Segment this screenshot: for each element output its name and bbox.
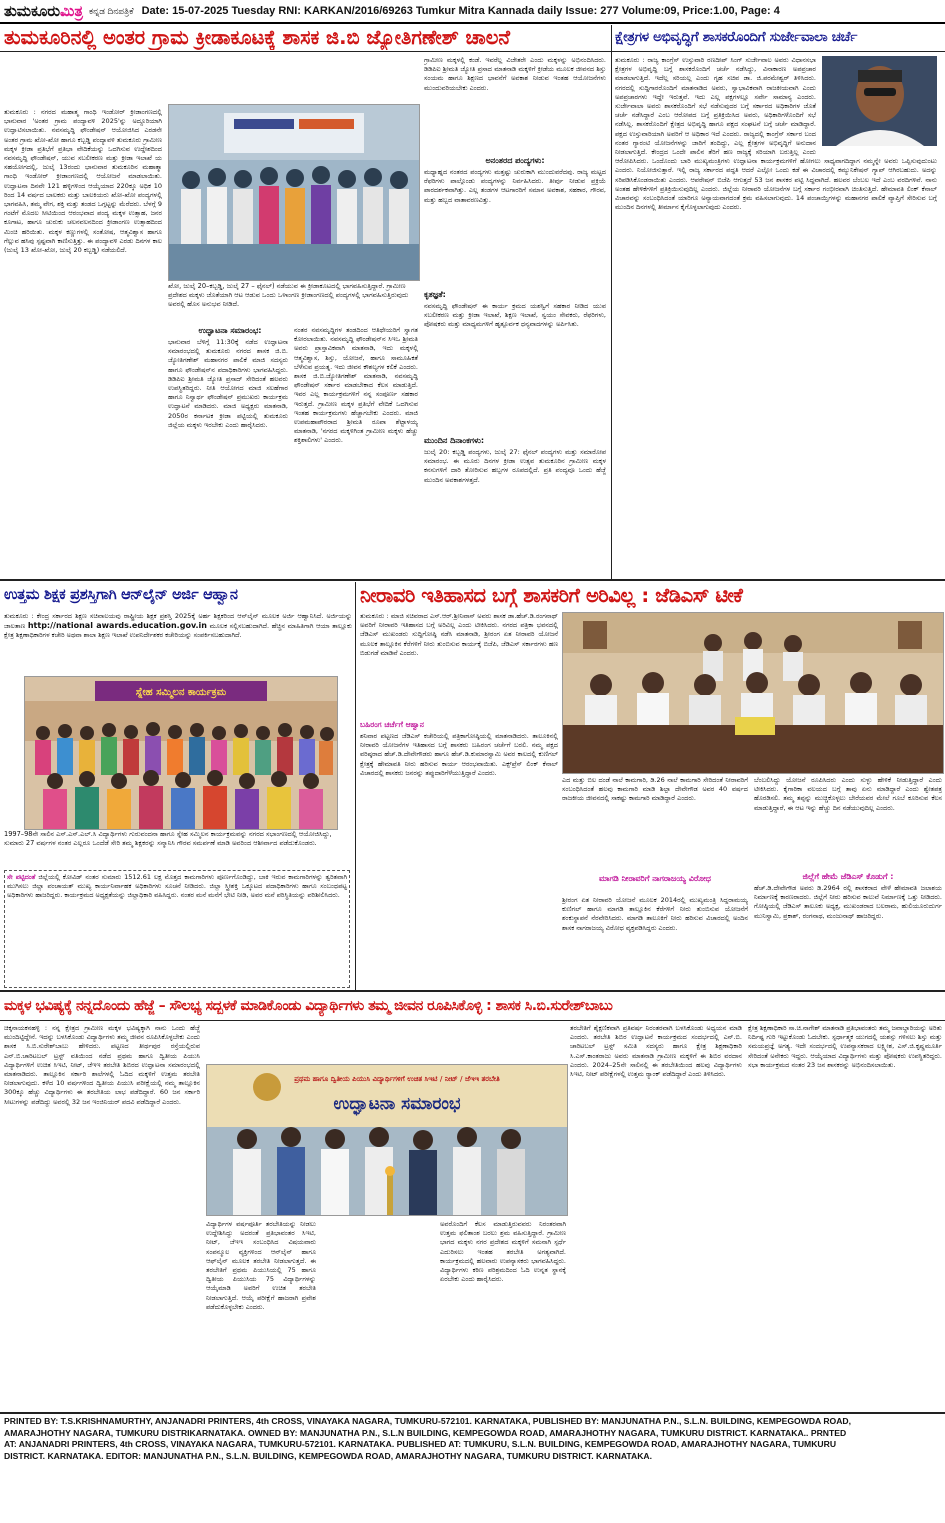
article-irrigation-col3: ಬೆಂಬಲಿಸಿದ್ದು ಯೋಜನೆ ರೂಪಿಸಿದರು ಎಂದು ಸುಳ್ಳು ಹೇಳಿಕೆ ನೀಡುತ್ತಿದ್ದಾರೆ ಎಂದು ಟೀಕಿಸಿದರು. ಕೈಗಾರಿಕಾ ವಲಯದ ಬಗ್ಗೆ ತಾವು ಏನು ಮಾಡಿದ್ದಾರೆ ಎಂದು ಶ್ವೇತಪತ್ರ ಹೊರಡಿಸಲಿ. ತಮ್ಮ ತಪ್ಪನ್ನು ಮುಚ್ಚಿಕೊಳ್ಳಲು ಬೇರೆಯವರ ಮೇಲೆ ಗೂಬೆ ಕೂರಿಸುವ ಕೆಲಸ ಮಾಡುತ್ತಿದ್ದಾರೆ, ಈ ಆಟ ಇನ್ನು ಹೆಚ್ಚು ದಿನ ನಡೆಯುವುದಿಲ್ಲ ಎಂದರು.: [754, 776, 942, 812]
article-students-col5: ಕ್ಷೇತ್ರ ಶಿಕ್ಷಣಾಧಿಕಾರಿ ಸಾ.ಚಿ.ನಾಗೇಶ್ ಮಾತನಾಡಿ ಪ್ರತಿಭಾವಂತರು ತಮ್ಮ ಜವಾಬ್ದಾರಿಯನ್ನು ಅರಿತು ನಿರ್ದಿಷ್ಟ ಗುರಿ ಇಟ್ಟುಕೊಂಡು ಓದಬೇಕು. ಸ್ಪರ್ಧಾತ್ಮಕ ಯುಗದಲ್ಲಿ ಯಶಸ್ಸು ಗಳಿಸಲು ಶಿಸ್ತು ಮತ್ತು ಸಮಯಪ್ರಜ್ಞೆ ಅಗತ್ಯ. ಇದೇ ಸಂದರ್ಭದಲ್ಲಿ ಉಪನ್ಯಾಸಕರಾದ ಲಕ್ಷ್ಮೀಶ, ಎಸ್.ಜಿ.ಕೃಷ್ಣಮೂರ್ತಿ ಸೇರಿದಂತೆ ಅನೇಕರು ಇದ್ದರು. ಆಯ್ಕೆಯಾದ ವಿದ್ಯಾರ್ಥಿಗಳು ಮತ್ತು ಪೋಷಕರು ಉಪಸ್ಥಿತರಿದ್ದರು. ಸಭಾ ಕಾರ್ಯಕ್ರಮದ ನಂತರ 23 ಜನ ಶಾಸಕರನ್ನು ಅಭಿನಂದಿಸಲಾಯಿತು.: [748, 1024, 942, 1069]
news-box-label: ಸೇ ಪಟ್ಟಿದಂತೆ: [7, 873, 36, 881]
subhead-magadi: ಮಾಗಡಿ ನೀರಾವರಿಗೆ ನಾಗರಾಜಯ್ಯ ವಿರೋಧ: [599, 874, 711, 883]
headline-surjewala: ಕ್ಷೇತ್ರಗಳ ಅಭಿವೃದ್ಧಿಗೆ ಶಾಸಕರೊಂದಿಗೆ ಸುರ್ಜೇವಾಲಾ ಚರ್ಚೆ: [615, 29, 858, 45]
event-banner-subtitle: ಪ್ರಥಮ ಹಾಗೂ ದ್ವಿತೀಯ ಪಿಯುಸಿ ವಿದ್ಯಾರ್ಥಿಗಳಿಗೆ ಉಚಿತ ಸಿಇಟಿ / ನೀಟ್ / ಜೆಇಇ ತರಬೇತಿ: [294, 1075, 500, 1083]
divider: [0, 51, 945, 52]
divider: [0, 579, 945, 581]
news-box: [4, 870, 350, 988]
article-sports-intro: [4, 56, 162, 108]
article-sports-col3: ನಂತರ ನವಸಮೃದ್ಧಿಗಳ ತಂಡದಿಂದ ಆತಿಥೇಯರಿಗೆ ಸ್ವಾಗತ ಕೋರಲಾಯಿತು. ನವಸಮೃದ್ಧಿ ಫೌಂಡೇಷನ್‌ನ ಸಿಇಒ ಶ್ರೀಮತಿ ಅವರು ಪ್ರಾಸ್ತಾವಿಕವಾಗಿ ಮಾತನಾಡಿ, ಇದು ಮಕ್ಕಳಲ್ಲಿ ಆತ್ಮವಿಶ್ವಾಸ, ಶಿಸ್ತು, ಯೋಜನೆ, ಹಾಗೂ ಸಾಮೂಹಿಕತೆ ಬೆಳೆಸುವ ಪ್ರಯತ್ನ. ಇದು ಜೀವನ ಕೌಶಲ್ಯಗಳ ಕಲಿಕೆ ಎಂದರು. ಶಾಸಕ ಜಿ.ಬಿ.ಜ್ಯೋತಿಗಣೇಶ್ ಮಾತನಾಡಿ, ನವಸಮೃದ್ಧಿ ಫೌಂಡೇಷನ್ ಸರ್ಕಾರ ಮಾಡಬೇಕಾದ ಕೆಲಸ ಮಾಡುತ್ತಿದೆ. ಇವರ ಎಲ್ಲ ಕಾರ್ಯಕ್ರಮಗಳಿಗೆ ನನ್ನ ಸಂಪೂರ್ಣ ಸಹಕಾರ ಇರುತ್ತದೆ. ಗ್ರಾಮೀಣ ಮಕ್ಕಳ ಪ್ರತಿಭೆಗೆ ವೇದಿಕೆ ಒದಗಿಸುವ ಇಂತಹ ಕಾರ್ಯಕ್ರಮಗಳು ಹೆಚ್ಚಾಗಬೇಕು ಎಂದರು. ಮಾಜಿ ಉಪಮಹಾಪೌರರಾದ ಶ್ರೀಮತಿ ರೂಪಾ ಶೆಟ್ಟಾಳಯ್ಯ ಮಾತನಾಡಿ, 'ನಗರದ ಮಕ್ಕಳಿಗಿಂತ ಗ್ರಾಮೀಣ ಮಕ್ಕಳು ಹೆಚ್ಚು ಶಕ್ತಿಶಾಲಿಗಳು' ಎಂದರು.: [294, 326, 418, 445]
photo-sports-team: [168, 104, 420, 281]
photo-jds-pressmeet: [562, 612, 944, 774]
photo-students-inauguration: [206, 1064, 568, 1216]
photo-alumni-meet: [24, 676, 338, 830]
article-surjewala-text-2: ನಿಯೋಜಿಸುತ್ತಾರೆ. ಇಲ್ಲಿ ರಾಜ್ಯ ಸರ್ಕಾರದ ಪದ್ಧತಿ ಆದರೆ ಎಲ್ಲೋ ಒಂದು ಕಡೆ ಈ ವಿಚಾರದಲ್ಲಿ ಕಮ್ಯುನಿಕೇಷನ್ ಗ್ಯಾಪ್ ಆಗಿರಬಹುದು. ಅದನ್ನು ಸರಿಪಡಿಸಿಕೊಂಡರಾಯಿತು ಎಂದರು. ಆಪರೇಷನ್ ಬಿಜೆಪಿ ಆಗುತ್ತದೆ 53 ಜನ ಶಾಸಕರ ಪಟ್ಟಿ ಸಿದ್ಧವಾಗಿದೆ. ಹಲವರ ಬೆಂಬಲ ಇದೆ ಎಂಬ ವರದಿಗಳಿವೆ. ನಾನು ಅಂತಹ ಹೇಳಿಕೆಗಳಿಗೆ ಪ್ರತಿಕ್ರಿಯಿಸುವುದಿಲ್ಲ ಎಂದರು. ಜಿಲ್ಲೆಯ ನೀರಾವರಿ ಯೋಜನೆಗಳ ಬಗ್ಗೆ ಸರ್ಕಾರ ಗಂಭೀರವಾಗಿ ಚಿಂತಿಸುತ್ತಿದೆ. ಹೇಮಾವತಿ ಲಿಂಕ್ ಕೆನಾಲ್ ವಿಚಾರವನ್ನು ಸಂಬಂಧಿಸಿದಂತೆ ಯಾರಿಗೂ ಅನ್ಯಾಯವಾಗದಂತೆ ಕ್ರಮ ವಹಿಸಲಾಗುವುದು. 14 ಪಂಚಾಯ್ತಿಗಳನ್ನು ಮಹಾನಗರ ಪಾಲಿಕೆ ವ್ಯಾಪ್ತಿಗೆ ಸೇರಿಸುವ ಬಗ್ಗೆ ಮುಂದಿನ ದಿನಗಳಲ್ಲಿ ತೀರ್ಮಾನ ಕೈಗೊಳ್ಳಲಾಗುವುದು ಎಂದರು.: [615, 166, 937, 212]
article-sports-col2: ಭಾನುವಾರ ಬೆಳಿಗ್ಗೆ 11:30ಕ್ಕೆ ನಡೆದ ಉದ್ಘಾಟನಾ ಸಮಾರಂಭದಲ್ಲಿ ತುಮಕೂರು ನಗರದ ಶಾಸಕ ಜಿ.ಬಿ. ಜ್ಯೋತಿಗಣೇಶ್ ಮಹಾನಗರ ಪಾಲಿಕೆ ಮಾಜಿ ಸದಸ್ಯರು ಹಾಗೂ ಫೌಂಡೇಷನ್‌ನ ಪದಾಧಿಕಾರಿಗಳು ಭಾಗವಹಿಸಿದ್ದರು. ಡಿಡಿಪಿಐ ಶ್ರೀಮತಿ ಜ್ಯೋತಿ ಪ್ರಸಾದ್ ಸೇರಿದಂತೆ ಹಲವರು ಉಪಸ್ಥಿತರಿದ್ದರು. ನೀತಿ ಆಯೋಗದ ಮಾಜಿ ಸಲಹೆಗಾರ ಹಾಗೂ ನಿಸ್ವಾರ್ಥ ಫೌಂಡೇಷನ್ ಪ್ರಮುಖರು ಕಾರ್ಯಕ್ರಮ ಉದ್ಘಾಟನೆ ಮಾಡಿದರು. ಮಾಜಿ ಅಧ್ಯಕ್ಷರು ಮಾತನಾಡಿ, 2050ರ ಕರ್ನಾಟಕ ಕ್ರೀಡಾ ಪಟ್ಟಿಯಲ್ಲಿ ತುಮಕೂರು ಜಿಲ್ಲೆಯ ಮಕ್ಕಳು ಇರಬೇಕು ಎಂದು ಹಾರೈಸಿದರು.: [168, 338, 288, 429]
article-students-col4: ತರಬೇತಿಗೆ ಶೈಕ್ಷಣಿಕವಾಗಿ ಪ್ರತಿವರ್ಷ ನಿರಂತರವಾಗಿ ಬಳಸಿಕೊಂಡು ಅಧ್ಯಯನ ಮಾಡಿ ಎಂದರು. ತರಬೇತಿ ಶಿಬಿರ ಉದ್ಘಾಟನೆ ಕಾರ್ಯಕ್ರಮದ ಸಂದರ್ಭದಲ್ಲಿ ಎನ್.ಬಿ. ಚಾರಿಟಬಲ್ ಟ್ರಸ್ಟ್ ಸಮಿತಿ ಸದಸ್ಯರು ಹಾಗೂ ಕ್ಷೇತ್ರ ಶಿಕ್ಷಣಾಧಿಕಾರಿ ಸಿ.ಎಸ್.ಕಾಂತರಾಜು ಅವರು ಮಾತನಾಡಿ ಗ್ರಾಮೀಣ ಮಕ್ಕಳಿಗೆ ಈ ಶಿಬಿರ ವರದಾನ ಎಂದರು. 2024–25ನೇ ಸಾಲಿನಲ್ಲಿ ಈ ತರಬೇತಿಯಿಂದ ಹಲವು ವಿದ್ಯಾರ್ಥಿಗಳು ಸಿಇಟಿ, ನೀಟ್ ಪರೀಕ್ಷೆಗಳಲ್ಲಿ ಉತ್ತಮ ರ‍್ಯಾಂಕ್ ಪಡೆದಿದ್ದಾರೆ ಎಂದು ತಿಳಿಸಿದರು.: [570, 1024, 742, 1079]
photo-caption-sports: ಖೋ, ಜುಲೈ 20–ಕಬ್ಬಡ್ಡಿ, ಜುಲೈ 27 – ಫೈನಲ್) ನಡೆಯುವ ಈ ಕ್ರೀಡಾಕೂಟದಲ್ಲಿ ಭಾಗವಹಿಸುತ್ತಿದ್ದಾರೆ. ಗ್ರಾಮೀಣ ಪ್ರದೇಶದ ಮಕ್ಕಳು ಜೊತೆಯಾಗಿ ಆಟ ಆಡುವ ಒಂದು ಒಳಾಂಗಣ ಕ್ರೀಡಾಂಗಣದಲ್ಲಿ ಪಂದ್ಯಗಳಲ್ಲಿ ಭಾಗವಹಿಸುತ್ತಿರುವುದು ಅವರಲ್ಲಿ ಹೊಸ ಅನುಭವ ನೀಡಿದೆ.: [168, 282, 409, 308]
imprint-line-4: DISTRICT. KARNATAKA. EDITOR: MANJUNATHA P.N., S.L.N. BUILDING, KEMPEGOWDA ROAD, AMARAJHOTHY NAGARA, TUMKURU DISTRICT. KARNATAKA.: [4, 1450, 653, 1461]
divider: [0, 1020, 945, 1021]
article-teacher-award: [4, 612, 352, 674]
event-banner-title: ಉದ್ಘಾಟನಾ ಸಮಾರಂಭ: [333, 1094, 461, 1114]
subhead-open-debate: ಬಹಿರಂಗ ಚರ್ಚೆಗೆ ಆಹ್ವಾನ: [360, 720, 424, 729]
news-box-text: ಜಿಲ್ಲೆಯಲ್ಲಿ ಕೋವಿಡ್ ನಂತರ ಸುಮಾರು 1512.61 ಲಕ್ಷ ಮೊತ್ತದ ಕಾಮಗಾರಿಗಳು ಪೂರ್ಣಗೊಂಡಿದ್ದು, ಬಾಕಿ ಇರುವ ಕಾಮಗಾರಿಗಳನ್ನು ತ್ವರಿತವಾಗಿ ಮುಗಿಸಲು ಜಿಲ್ಲಾ ಪಂಚಾಯತ್ ಮುಖ್ಯ ಕಾರ್ಯನಿರ್ವಾಹಕ ಅಧಿಕಾರಿಗಳು ಸೂಚನೆ ನೀಡಿದರು. ಜಿಲ್ಲಾ ಸ್ತ್ರೀಶಕ್ತಿ ಒಕ್ಕೂಟದ ಪದಾಧಿಕಾರಿಗಳು ಹಾಗೂ ಸಂಬಂಧಪಟ್ಟ ಅಧಿಕಾರಿಗಳು ಹಾಜರಿದ್ದರು. ಕಾರ್ಯಕ್ರಮದ ಅಧ್ಯಕ್ಷತೆಯನ್ನು ಜಿಲ್ಲಾಧಿಕಾರಿ ವಹಿಸಿದ್ದರು. ನಂತರ ಮನೆ ಮನೆಗೆ ಭೇಟಿ ನೀಡಿ, ಅವರ ಮನೆ ಪರಿಸ್ಥಿತಿಯನ್ನು ಪರಿಶೀಲಿಸಿದರು.: [7, 873, 348, 900]
article-surjewala-text: ತುಮಕೂರು : ರಾಜ್ಯ ಕಾಂಗ್ರೆಸ್ ಉಸ್ತುವಾರಿ ರಣದೀಪ್ ಸಿಂಗ್ ಸುರ್ಜೇವಾಲ ಅವರು ವಿಧಾನಸಭಾ ಕ್ಷೇತ್ರಗಳ ಅಭಿವೃದ್ಧಿ ಬಗ್ಗೆ ಶಾಸಕರೊಂದಿಗೆ ಚರ್ಚೆ ನಡೆಸಿದ್ದು, ವಿನಾಕಾರಣ ಅಪಪ್ರಚಾರ ಮಾಡಲಾಗುತ್ತಿದೆ. ಇದೆಲ್ಲ ಸರಿಯಲ್ಲ ಎಂದು ಗೃಹ ಸಚಿವ ಡಾ. ಜಿ.ಪರಮೇಶ್ವರ್ ತಿಳಿಸಿದರು. ನಗರದಲ್ಲಿ ಸುದ್ದಿಗಾರರೊಂದಿಗೆ ಮಾತನಾಡಿದ ಅವರು, ಸ್ವಾಭಾವಿಕವಾಗಿ ರಾಜಕೀಯವಾಗಿ ಎಂದು ಅಪಪ್ರಚಾರಗಳು ಇದ್ದೇ ಇರುತ್ತವೆ. ಇದು ಎಲ್ಲ ಪಕ್ಷಗಳಲ್ಲೂ ಸರ್ವೇ ಸಾಮಾನ್ಯ ಎಂದರು. ಸುರ್ಜೇವಾಲಾ ಅವರು ಶಾಸಕರೊಂದಿಗೆ ಸಭೆ ನಡೆಸುವುದರ ಬಗ್ಗೆ ಸರ್ಕಾರದ ಅಧಿಕಾರಿಗಳ ಜೊತೆ ಚರ್ಚೆ ನಡೆಸಿದ್ದಾರೆ ಎಂಬ ಆರೋಪದ ಬಗ್ಗೆ ಪ್ರತಿಕ್ರಿಯಿಸಿದ ಅವರು, ಅಧಿಕಾರಿಗಳೊಂದಿಗೆ ಸಭೆ ನಡೆಸಿಲ್ಲ. ಶಾಸಕರೊಂದಿಗೆ ಕ್ಷೇತ್ರದ ಅಭಿವೃದ್ಧಿ ಹಾಗೂ ಪಕ್ಷದ ಸಂಘಟನೆ ಬಗ್ಗೆ ಚರ್ಚೆ ಮಾಡಿದ್ದಾರೆ. ಪಕ್ಷದ ಉಸ್ತುವಾರಿಯಾಗಿ ಅವರಿಗೆ ಆ ಅಧಿಕಾರ ಇದೆ ಎಂದರು. ರಾಜ್ಯದಲ್ಲಿ ಕಾಂಗ್ರೆಸ್ ಸರ್ಕಾರ ಬಂದ ನಂತರ ಗ್ಯಾರಂಟಿ ಯೋಜನೆಗಳನ್ನು ಜಾರಿಗೆ ತಂದಿದ್ದು, ಎಲ್ಲ ಕ್ಷೇತ್ರಗಳ ಅಭಿವೃದ್ಧಿಗೆ ಅನುದಾನ ನೀಡಲಾಗುತ್ತಿದೆ. ಕೇಂದ್ರದ ಒಂದೇ ಪಾಲಿನ ತೆರಿಗೆ ಹಣ ರಾಜ್ಯಕ್ಕೆ ಸರಿಯಾಗಿ ಬರುತ್ತಿಲ್ಲ ಎಂದು ಆರೋಪಿಸಿದರು. ಒಂದೊಂದು ಬಾರಿ ಮುಖ್ಯಮಂತ್ರಿಗಳು ಉದ್ಘಾಟನಾ ಕಾರ್ಯಕ್ರಮಗಳಿಗೆ ಹೋಗಲು ಸಾಧ್ಯವಾಗದಿದ್ದಾಗ ನಮ್ಮನ್ನೇ ಅವರು ಒಪ್ಪಿಸುವುದುಂಟು ಎಂದರು.: [615, 56, 937, 175]
photo-parameshwar: [822, 56, 937, 146]
masthead-logo: ತುಮಕೂರುಮಿತ್ರ: [4, 2, 83, 20]
masthead-info: Date: 15-07-2025 Tuesday RNI: KARKAN/2016/69263 Tumkur Mitra Kannada daily Issue: 277 Volume:09, Price:1.00, Page: 4: [141, 5, 780, 17]
article-surjewala: [615, 56, 937, 576]
article-students-col1: ಚಿಕ್ಕನಾಯಕನಹಳ್ಳಿ : ನನ್ನ ಕ್ಷೇತ್ರದ ಗ್ರಾಮೀಣ ಮಕ್ಕಳ ಭವಿಷ್ಯಕ್ಕಾಗಿ ನಾನು ಒಂದು ಹೆಜ್ಜೆ ಮುಂದಿಟ್ಟಿದ್ದೇನೆ. ಇದನ್ನು ಬಳಸಿಕೊಂಡು ವಿದ್ಯಾರ್ಥಿಗಳು ತಮ್ಮ ಜೀವನ ರೂಪಿಸಿಕೊಳ್ಳಬೇಕು ಎಂದು ಶಾಸಕ ಸಿ.ಬಿ.ಸುರೇಶ್‌ಬಾಬು ಹೇಳಿದರು. ಪಟ್ಟಣದ ತೀರ್ಥಪುರ ರಸ್ತೆಯಲ್ಲಿರುವ ಎನ್.ಬಿ.ಚಾರಿಟಬಲ್ ಟ್ರಸ್ಟ್ ವತಿಯಿಂದ ನಡೆದ ಪ್ರಥಮ ಹಾಗೂ ದ್ವಿತೀಯ ಪಿಯುಸಿ ವಿದ್ಯಾರ್ಥಿಗಳಿಗೆ ಉಚಿತ ಸಿಇಟಿ, ನೀಟ್, ಜೆಇಇ ತರಬೇತಿ ಶಿಬಿರದ ಉದ್ಘಾಟನಾ ಸಮಾರಂಭದಲ್ಲಿ ಮಾತನಾಡಿದರು. ತಾಲ್ಲೂಕಿನ ಸರ್ಕಾರಿ ಶಾಲೆಗಳಲ್ಲಿ ಓದಿದ ಮಕ್ಕಳಿಗೆ ಉತ್ತಮ ತರಬೇತಿ ನೀಡಲಾಗುವುದು. ಕಳೆದ 10 ವರ್ಷಗಳಿಂದ ದ್ವಿತೀಯ ಪಿಯುಸಿ ಪರೀಕ್ಷೆಯಲ್ಲಿ ನಮ್ಮ ತಾಲ್ಲೂಕಿನ 300ಕ್ಕೂ ಹೆಚ್ಚು ವಿದ್ಯಾರ್ಥಿಗಳು ಈ ತರಬೇತಿಯ ಲಾಭ ಪಡೆದಿದ್ದಾರೆ. 60 ಜನ ಸರ್ಕಾರಿ ಸೀಟುಗಳನ್ನು ಪಡೆದಿದ್ದು ಅವರಲ್ಲಿ 32 ಜನ ಇಂಜಿನಿಯರ್ ಪದವಿ ಪಡೆದಿದ್ದಾರೆ ಎಂದರು.: [4, 1024, 200, 1106]
headline-students: ಮಕ್ಕಳ ಭವಿಷ್ಯಕ್ಕೆ ನನ್ನದೊಂದು ಹೆಜ್ಜೆ – ಸೌಲಭ್ಯ ಸದ್ಬಳಕೆ ಮಾಡಿಕೊಂಡು ವಿದ್ಯಾರ್ಥಿಗಳು ತಮ್ಮ ಜೀವನ ರೂಪಿಸಿಕೊಳ್ಳಿ : ಶಾಸಕ ಸಿ.ಬಿ.ಸುರೇಶ್‌ಬಾಬು: [4, 998, 613, 1014]
alumni-banner-text: ಸ್ನೇಹ ಸಮ್ಮಿಲನ ಕಾರ್ಯಕ್ರಮ: [135, 687, 227, 698]
imprint-line-2: AMARAJHOTHY NAGARA, TUMKURU DISTRIKARNATAKA. OWNED BY: MANJUNATHA P.N., S.L.N BUILDING, KEMPEGOWDA ROAD, AMARAJHOTHY NAGARA, TUMKURU DISTRICT. KARNATAKA.. PRNTED: [4, 1427, 847, 1438]
article-sports-col4c: ನವಸಮೃದ್ಧಿ ಫೌಂಡೇಷನ್ ಈ ಕಾರ್ಯ ಕ್ರಮದ ಯಶಸ್ವಿಗೆ ಸಹಕಾರ ನೀಡಿದ ಯುವ ಸಬಲೀಕರಣ ಮತ್ತು ಕ್ರೀಡಾ ಇಲಾಖೆ, ಶಿಕ್ಷಣ ಇಲಾಖೆ, ಸ್ವಯಂ ಸೇವಕರು, ರೆಫರಿಗಳು, ಪೋಷಕರು ಮತ್ತು ಮಾಧ್ಯಮಗಳಿಗೆ ಹೃತ್ಪೂರ್ವಕ ಧನ್ಯವಾದಗಳನ್ನು ಅರ್ಪಿಸಿತು.: [424, 302, 606, 329]
masthead-tagline: ಕನ್ನಡ ದಿನಪತ್ರಿಕೆ: [88, 5, 134, 16]
subhead-next-dates: ಮುಂದಿನ ದಿನಾಂಕಗಳು:: [424, 436, 485, 445]
column-divider: [355, 582, 356, 990]
divider: [0, 1412, 945, 1414]
article-students-col3: ಅವರೊಂದಿಗೆ ಕೆಲಸ ಮಾಡುತ್ತಿರುವವರು ನಿರಂತರವಾಗಿ ಉತ್ತಮ ಫಲಿತಾಂಶ ಬರಲು ಶ್ರಮ ವಹಿಸುತ್ತಿದ್ದಾರೆ. ಗ್ರಾಮೀಣ ಭಾಗದ ಮಕ್ಕಳು ನಗರ ಪ್ರದೇಶದ ಮಕ್ಕಳಿಗೆ ಸಮನಾಗಿ ಸ್ಪರ್ಧೆ ಎದುರಿಸಲು ಇಂತಹ ತರಬೇತಿ ಅಗತ್ಯವಾಗಿದೆ. ಕಾರ್ಯಕ್ರಮದಲ್ಲಿ ಹಲವಾರು ಉಪನ್ಯಾಸಕರು ಭಾಗವಹಿಸಿದ್ದರು. ವಿದ್ಯಾರ್ಥಿಗಳು ಕಠಿಣ ಪರಿಶ್ರಮದಿಂದ ಓದಿ ಉನ್ನತ ಸ್ಥಾನಕ್ಕೆ ಏರಬೇಕು ಎಂದು ಹಾರೈಸಿದರು.: [440, 1220, 566, 1284]
headline-sports-meet: ತುಮಕೂರಿನಲ್ಲಿ ಅಂತರ ಗ್ರಾಮ ಕ್ರೀಡಾಕೂಟಕ್ಕೆ ಶಾಸಕ ಜಿ.ಬಿ ಜ್ಯೋತಿಗಣೇಶ್ ಚಾಲನೆ: [4, 25, 511, 49]
article-irrigation-col3b: ಹೆಚ್.ಡಿ.ದೇವೇಗೌಡ ಅವರು ಡಿ.2964 ರಲ್ಲಿ ಶಾಸಕರಾದ ವೇಳೆ ಹೇಮಾವತಿ ಜಲಾಶಯ ನಿರ್ಮಾಣಕ್ಕೆ ಕಾರಣರಾದರು. ಜಿಲ್ಲೆಗೆ ನೀರು ಹರಿಸುವ ಕಾಲುವೆ ನಿರ್ಮಾಣಕ್ಕೆ ಒತ್ತು ನೀಡಿದರು. ಗೋಷ್ಠಿಯಲ್ಲಿ ಜೆಡಿಎಸ್ ತಾಲೂಕು ಅಧ್ಯಕ್ಷ, ಮುಖಂಡರಾದ ಬಲರಾಮ, ಹುಲಿಯೂರುದುರ್ಗ ಮುನಿಸ್ವಾಮಿ, ಪ್ರಕಾಶ್, ರಂಗನಾಥ, ಮಂಜುನಾಥ್ ಹಾಜರಿದ್ದರು.: [754, 884, 942, 920]
imprint-line-3: AT: ANJANADRI PRINTERS, 4th CROSS, VINAYAKA NAGARA, TUMKURU-572101. KARNATAKA. PUBLISHED AT: TUMKURU, S.L.N. BUILDING, KEMPEGOWDA ROAD, AMARAJHOTHY NAGARA, TUMKURU: [4, 1439, 837, 1449]
column-divider: [611, 25, 612, 579]
article-sports-col4: ಗ್ರಾಮೀಣ ಮಕ್ಕಳಲ್ಲಿ ಕಂಡೆ. ಇವರೆಲ್ಲ ವಿಜೇತರೇ ಎಂದು ಮಕ್ಕಳನ್ನು ಅಭಿನಂದಿಸಿದರು. ಡಿಡಿಪಿಐ ಶ್ರೀಮತಿ ಜ್ಯೋತಿ ಪ್ರಸಾದ ಮಾತನಾಡಿ ಮಕ್ಕಳಿಗೆ ಕ್ರೀಡೆಯ ಮೂಲಕ ಜೀವನದ ಶಿಸ್ತು ಸಂಯಮ ಹಾಗೂ ಶಿಕ್ಷಣದ ಭಾವನೆಗೆ ಅವಕಾಶ ನೀಡುವ ಇಂತಹ ಆಯೋಜನೆಗಳು ಮುಂದುವರಿಯಬೇಕು ಎಂದರು.: [424, 56, 606, 92]
article-sports-col4d: ಜುಲೈ 20: ಕಬ್ಬಡ್ಡಿ ಪಂದ್ಯಗಳು, ಜುಲೈ 27: ಫೈನಲ್ ಪಂದ್ಯಗಳು ಮತ್ತು ಸಮಾರೋಪ ಸಮಾರಂಭ. ಈ ಮೂರು ದಿನಗಳ ಕ್ರೀಡಾ ಉತ್ಸವ ತುಮಕೂರಿನ ಗ್ರಾಮೀಣ ಮಕ್ಕಳ ಕನಸುಗಳಿಗೆ ದಾರಿ ತೋರಿಸುವ ಹಬ್ಬಗಳ ರೂಪದಲ್ಲಿದೆ. ಪ್ರತಿ ಪಂದ್ಯವೂ ಒಂದು ಹೆಜ್ಜೆ ಮುಂದಿನ ಅವಕಾಶಗಳತ್ತದೆ.: [424, 448, 606, 484]
article-teacher-text-2: ಮೂಲಕ ಸಲ್ಲಿಸಬಹುದಾಗಿದೆ. ಹೆಚ್ಚಿನ ಮಾಹಿತಿಗಾಗಿ ಆಯಾ ತಾಲ್ಲೂಕು ಕ್ಷೇತ್ರ ಶಿಕ್ಷಣಾಧಿಕಾರಿಗಳ ಕಚೇರಿ ಅಥವಾ ಶಾಲಾ ಶಿಕ್ಷಣ ಇಲಾಖೆ ಉಪನಿರ್ದೇಶಕರ ಕಚೇರಿಯನ್ನು ಸಂಪರ್ಕಿಸಬಹುದಾಗಿದೆ.: [4, 622, 352, 640]
subhead-jds-contribution: ಜಿಲ್ಲೆಗೆ ಹೇಮೆ ಜೆಡಿಎಸ್ ಕೊಡುಗೆ :: [802, 872, 894, 881]
award-portal-link[interactable]: http://national awards.education.gov.in: [27, 621, 207, 631]
article-irrigation-col1: ತುಮಕೂರು : ಮಾಜಿ ಸಚಿವರಾದ ಎಸ್.ಆರ್.ಶ್ರೀನಿವಾಸ್ ಅವರು ಶಾಸಕ ಡಾ.ಹೆಚ್.ಡಿ.ರಂಗನಾಥ್ ಅವರಿಗೆ ನೀರಾವರಿ ಇತಿಹಾಸದ ಬಗ್ಗೆ ಅರಿವಿಲ್ಲ ಎಂದು ಟೀಕಿಸಿದರು. ನಗರದ ಪತ್ರಿಕಾ ಭವನದಲ್ಲಿ ಜೆಡಿಎಸ್ ಮುಖಂಡರು ಸುದ್ದಿಗೋಷ್ಠಿ ನಡೆಸಿ ಮಾತನಾಡಿ, ಶ್ರೀರಂಗ ಏತ ನೀರಾವರಿ ಯೋಜನೆ ಮೂಲಕ ತಾಲ್ಲೂಕಿನ ಕೆರೆಗಳಿಗೆ ನೀರು ತುಂಬಿಸುವ ಕಾರ್ಯಕ್ಕೆ ಬಿಜೆಪಿ, ಜೆಡಿಎಸ್ ಸರ್ಕಾರಗಳು ಹಣ ಬಿಡುಗಡೆ ಮಾಡಿವೆ ಎಂದರು.: [360, 612, 558, 657]
article-sports-col4b: ಮಧ್ಯಾಹ್ನದ ನಂತರದ ಪಂದ್ಯಗಳು ಮತ್ತಷ್ಟು ಚುರುಕಾಗಿ ಮುಂದುವರೆದವು. ರಾಜ್ಯ ಮಟ್ಟದ ರೆಫರಿಗಳು ಪಾಲ್ಗೊಂಡು ಪಂದ್ಯಗಳನ್ನು ನಿರ್ವಹಿಸಿದರು. ತೀರ್ಪು ನೀಡುವ ಪ್ರಕ್ರಿಯೆ ಪಾರದರ್ಶಕವಾಗಿತ್ತು. ಎಲ್ಲ ತಂಡಗಳ ಆಟಗಾರರಿಗೆ ಸಮಾನ ಅವಕಾಶ, ಸಹಕಾರ, ಗೌರವ, ಮತ್ತು ಹಬ್ಬದ ವಾತಾವರಣವಿತ್ತು.: [424, 168, 606, 204]
article-teacher-text: ತುಮಕೂರು : ಕೇಂದ್ರ ಸರ್ಕಾರದ ಶಿಕ್ಷಣ ಸಚಿವಾಲಯವು ರಾಷ್ಟ್ರೀಯ ಶಿಕ್ಷಕ ಪ್ರಶಸ್ತಿ 2025ಕ್ಕೆ ಅರ್ಹ ಶಿಕ್ಷಕರಿಂದ ಆನ್‌ಲೈನ್ ಮೂಲಕ ಅರ್ಜಿ ಆಹ್ವಾನಿಸಿದೆ. ಅರ್ಜಿಯನ್ನು ಜಾಲತಾಣ: [4, 612, 352, 631]
imprint-footer: [4, 1416, 942, 1466]
article-sports-col1: ತುಮಕೂರು : ನಗರದ ಮಹಾತ್ಮ ಗಾಂಧಿ ಇಂಡೋರ್ ಕ್ರೀಡಾಂಗಣದಲ್ಲಿ ಭಾನುವಾರ 'ಅಂತರ ಗ್ರಾಮ ಪಂದ್ಯಾವಳಿ 2025'ನ್ನು ಅದ್ದೂರಿಯಾಗಿ ಉದ್ಘಾಟಿಸಲಾಯಿತು. ನವಸಮೃದ್ಧಿ ಫೌಂಡೇಷನ್ ಆಯೋಜಿಸಿದ ಎರಡನೇ ಅಂತರ ಗ್ರಾಮ ಖೋ-ಖೋ ಹಾಗೂ ಕಬ್ಬಡ್ಡಿ ಪಂದ್ಯಾವಳಿ ತುಮಕೂರು ಗ್ರಾಮೀಣ ಮಕ್ಕಳ ಕ್ರೀಡಾ ಪ್ರತಿಭೆಗೆ ಪ್ರತಿಭಾ ವೇದಿಕೆಯನ್ನು ಒದಗಿಸುವ ಉದ್ದೇಶದಿಂದ ನವಸಮೃದ್ಧಿ ಫೌಂಡೇಷನ್, ಯುವ ಸಬಲೀಕರಣ ಮತ್ತು ಕ್ರೀಡಾ ಇಲಾಖೆ ಯ ಸಹಯೋಗದಲ್ಲಿ, ಜುಲೈ 13ರಂದು ಭಾನುವಾರ ತುಮಕೂರಿನ ಮಹಾತ್ಮಾ ಗಾಂಧಿ ಇಂಡೋರ್ ಕ್ರೀಡಾಂಗಣದಲ್ಲಿ ಆಯೋಜನೆ ಮಾಡಲಾಯಿತು. ಉದ್ಘಾಟನಾ ದಿನವೇ 121 ಹಳ್ಳಿಗಳಿಂದ ಆಯ್ಕೆಯಾದ 220ಕ್ಕೂ ಅಧಿಕ 10 ರಿಂದ 14 ವರ್ಷದ ಬಾಲಕರು ಮತ್ತು ಬಾಲಕಿಯರು ಖೋ-ಖೋ ಪಂದ್ಯಗಳಲ್ಲಿ ಭಾಗವಹಿಸಿ, ತಮ್ಮ ವೇಗ, ಶಕ್ತಿ ಮತ್ತು ತಂಡದ ಒಗ್ಗಟ್ಟನ್ನು ಮೆರೆದರು. ಬೆಳಗ್ಗೆ 9 ಗಂಟೆಗೆ ಮೊದಲ ಸೀಟಿಯಿಂದ ಆರಂಭವಾದ ಪಂದ್ಯ ಮಕ್ಕಳ ಉತ್ಸಾಹ, ಜನರ ಕೂಗಾಟ, ಹಾಗೂ ಚುರುಕು ಚಲನವಲನದಿಂದ ಕ್ರೀಡಾಂಗಣ ಉತ್ಸಾಹದಿಂದ ಮಿಂಚಿ ಹರಿಯಿತು. ಮಕ್ಕಳ ಕಣ್ಣುಗಳಲ್ಲಿ ಸಂತೋಷ, ಆತ್ಮವಿಶ್ವಾಸ ಹಾಗೂ ಗೆಲ್ಲುವ ಹಸಿವು ಸ್ಪಷ್ಟವಾಗಿ ಕಾಣಿಸುತ್ತಿತ್ತು. ಈ ಪಂದ್ಯಾವಳಿ ಎರಡು ದಿನಗಳ ಕಾಲ (ಜುಲೈ 13 ಖೋ-ಖೋ, ಜುಲೈ 20 ಕಬ್ಬಡ್ಡಿ) ನಡೆಯಲಿದೆ.: [4, 108, 162, 255]
photo-caption-alumni: 1997–98ನೇ ಸಾಲಿನ ಎಸ್.ಎಸ್.ಎಲ್.ಸಿ ವಿದ್ಯಾರ್ಥಿಗಳು ಗುರುವಂದನಾ ಹಾಗೂ ಸ್ನೇಹ ಸಮ್ಮಿಲನ ಕಾರ್ಯಕ್ರಮವನ್ನು ನಗರದ ಸಭಾಂಗಣದಲ್ಲಿ ಆಯೋಜಿಸಿದ್ದು, ಸುಮಾರು 27 ವರ್ಷಗಳ ನಂತರ ಎಲ್ಲರೂ ಒಂದೆಡೆ ಸೇರಿ ತಮ್ಮ ಶಿಕ್ಷಕರನ್ನು ಸನ್ಮಾನಿಸಿ ಗೌರವ ಸಮರ್ಪಣೆ ಮಾಡಿ ಅವರಿಂದ ಆಶೀರ್ವಾದ ಪಡೆದುಕೊಂಡರು.: [4, 830, 332, 847]
article-irrigation-col2: ಎದ ಮತ್ತು ಬಿಲ ದಂಡೆ ನಾಲೆ ಕಾಮಗಾರಿ, ಡಿ.26 ನಾಲೆ ಕಾಮಗಾರಿ ಸೇರಿದಂತೆ ನೀರಾವರಿಗೆ ಸಂಬಂಧಿಸಿದಂತೆ ಹಲವು ಕಾಮಗಾರಿ ಮಾಡಿ ಶಿಲ್ಪಾ ದೇವೇಗೌಡ ಅವರ 40 ವರ್ಷದ ರಾಜಕೀಯ ಜೀವನದಲ್ಲಿ ಸಾಕಷ್ಟು ಕಾಮಗಾರಿ ಮಾಡಿದ್ದಾರೆ ಎಂದರು.: [562, 776, 748, 803]
masthead-bar: [0, 0, 945, 24]
headline-irrigation: ನೀರಾವರಿ ಇತಿಹಾಸದ ಬಗ್ಗೆ ಶಾಸಕರಿಗೆ ಅರಿವಿಲ್ಲ : ಜೆಡಿಎಸ್ ಟೀಕೆ: [360, 583, 743, 607]
divider: [0, 990, 945, 992]
subhead-inauguration: ಉದ್ಘಾಟನಾ ಸಮಾರಂಭ:: [198, 326, 262, 335]
article-irrigation-col1b: ಶನಿವಾರ ಪಟ್ಟಣದ ಜೆಡಿಎಸ್ ಕಚೇರಿಯಲ್ಲಿ ಪತ್ರಿಕಾಗೋಷ್ಠಿಯಲ್ಲಿ ಮಾತನಾಡಿದರು. ತಾಲೂಕಿನಲ್ಲಿ ನೀರಾವರಿ ಯೋಜನೆಗಳ ಇತಿಹಾಸದ ಬಗ್ಗೆ ಶಾಸಕರು ಬಹಿರಂಗ ಚರ್ಚೆಗೆ ಬರಲಿ. ನಮ್ಮ ಪಕ್ಷದ ವರಿಷ್ಠರಾದ ಹೆಚ್.ಡಿ.ದೇವೇಗೌಡರು ಹಾಗೂ ಹೆಚ್.ಡಿ.ಕುಮಾರಸ್ವಾಮಿ ಅವರ ಕಾಲದಲ್ಲಿ ಕುಣಿಗಲ್ ಕ್ಷೇತ್ರಕ್ಕೆ ಹೇಮಾವತಿ ನೀರು ಹರಿಸುವ ಕಾರ್ಯ ಆರಂಭವಾಯಿತು. ಎಕ್ಸ್‌ಪ್ರೆಸ್ ಲಿಂಕ್ ಕೆನಾಲ್ ವಿಚಾರದಲ್ಲಿ ಶಾಸಕರು ಜನರನ್ನು ತಪ್ಪುದಾರಿಗೆಳೆಯುತ್ತಿದ್ದಾರೆ ಎಂದರು.: [360, 732, 558, 777]
subhead-gratitude: ಕೃತಜ್ಞತೆ:: [424, 290, 446, 299]
headline-teacher-award: ಉತ್ತಮ ಶಿಕ್ಷಕ ಪ್ರಶಸ್ತಿಗಾಗಿ ಆನ್‌ಲೈನ್ ಅರ್ಜಿ ಆಹ್ವಾನ: [4, 587, 238, 603]
subhead-later-matches: ಅನಂತರದ ಪಂದ್ಯಗಳು:: [485, 156, 545, 165]
article-students-col2b: [322, 1220, 434, 1410]
article-irrigation-col2b: ಶ್ರೀರಂಗ ಏತ ನೀರಾವರಿ ಯೋಜನೆ ಮೂಲಕ 2014ರಲ್ಲಿ ಮುಖ್ಯಮಂತ್ರಿ ಸಿದ್ದರಾಮಯ್ಯ ಕುಣಿಗಲ್ ಹಾಗೂ ಮಾಗಡಿ ತಾಲ್ಲೂಕಿನ ಕೆರೆಗಳಿಗೆ ನೀರು ತುಂಬಿಸುವ ಯೋಜನೆಗೆ ಶಂಕುಸ್ಥಾಪನೆ ನೆರವೇರಿಸಿದರು. ಮಾಗಡಿ ತಾಲೂಕಿಗೆ ನೀರು ಹರಿಸುವ ವಿಚಾರದಲ್ಲಿ ಅಂದಿನ ಶಾಸಕ ನಾಗರಾಜಯ್ಯ ವಿರೋಧ ವ್ಯಕ್ತಪಡಿಸಿದ್ದರು ಎಂದರು.: [562, 896, 748, 932]
imprint-line-1: PRINTED BY: T.S.KRISHNAMURTHY, ANJANADRI PRINTERS, 4th CROSS, VINAYAKA NAGARA, TUMKURU-572101. KARNATAKA, PUBLISHED BY: MANJUNATHA P.N., S.L.N. BUILDING, KEMPEGOWDA ROAD,: [4, 1416, 852, 1426]
article-students-col2: ವಿದ್ಯಾರ್ಥಿಗಳ ವರ್ಷಪೂರ್ತಿ ತರಬೇತಿಯನ್ನು ನೀಡಲು ಉದ್ದೇಶಿಸಿದ್ದು ಅದರಂತೆ ಪ್ರತಿಭಾವಂತರ ಸಿಇಟಿ, ನೀಟ್, ಜೆಇಇ ಸಂಬಂಧಿಸಿದ ವಿಷಯವಾರು ಸಂಪನ್ಮೂಲ ವ್ಯಕ್ತಿಗಳಿಂದ ಆನ್‌ಲೈನ್ ಹಾಗೂ ಆಫ್‌ಲೈನ್ ಮೂಲಕ ತರಬೇತಿ ನೀಡಲಾಗುತ್ತದೆ. ಈ ತರಬೇತಿಗೆ ಪ್ರಥಮ ಪಿಯುಸಿಯಲ್ಲಿ 75 ಹಾಗೂ ದ್ವಿತೀಯ ಪಿಯುಸಿಯ 75 ವಿದ್ಯಾರ್ಥಿಗಳನ್ನು ಆಯ್ಕೆಮಾಡಿ ಅವರಿಗೆ ಉಚಿತ ತರಬೇತಿ ನೀಡಲಾಗುತ್ತಿದೆ. ಆಯ್ಕೆ ಪರೀಕ್ಷೆಗೆ ಹಾಜರಾಗಿ ಪ್ರವೇಶ ಪಡೆದುಕೊಳ್ಳಬೇಕು ಎಂದರು.: [206, 1220, 316, 1311]
